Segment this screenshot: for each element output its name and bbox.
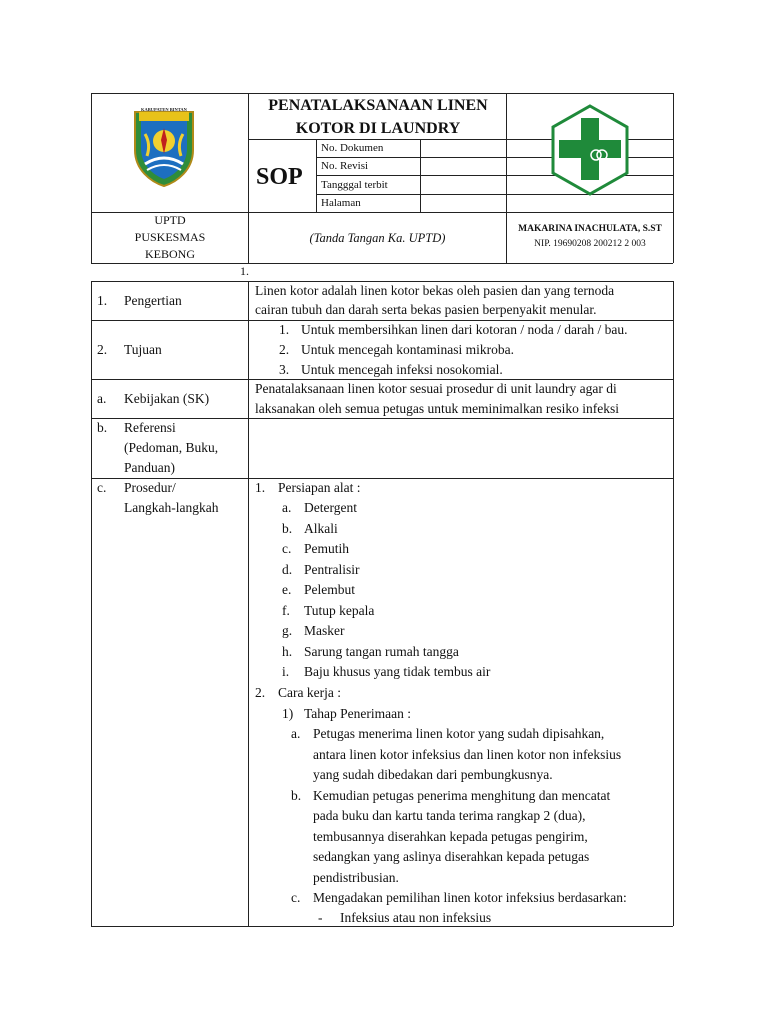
row-num-referensi: b. [97,420,108,435]
alat-num: h. [282,644,293,659]
step-b-num: b. [291,788,302,803]
step-c-num: c. [291,890,301,905]
step-c-sub-bullet: - [318,910,323,925]
signer-nip: NIP. 19690208 200212 2 003 [534,239,646,249]
label-prosedur-2: Langkah-langkah [124,500,219,515]
org-line3: KEBONG [145,247,195,261]
label-referensi-2: (Pedoman, Buku, [124,440,219,455]
alat-item: Detergent [304,500,357,515]
sop-label: SOP [256,164,303,190]
alat-num: c. [282,541,292,556]
step-a-line: antara linen kotor infeksius dan linen kotor non infeksius [313,747,622,762]
alat-item: Pemutih [304,541,350,556]
alat-num: e. [282,582,292,597]
field-no-dokumen: No. Dokumen [321,142,384,154]
row-num-kebijakan: a. [97,391,107,406]
alat-num: d. [282,562,293,577]
kebijakan-line2: laksanakan oleh semua petugas untuk meminimalkan resiko infeksi [255,401,620,416]
doc-title-line1: PENATALAKSANAAN LINEN [268,97,488,114]
kabupaten-logo [131,108,197,188]
signer-name: MAKARINA INACHULATA, S.ST [518,224,662,234]
tahap-num: 1) [282,706,294,721]
org-line2: PUSKESMAS [134,230,206,244]
pengertian-line2: cairan tubuh dan darah serta bekas pasien berpenyakit menular. [255,302,597,317]
doc-title-line2: KOTOR DI LAUNDRY [295,120,461,137]
tujuan-item-num: 2. [279,342,290,357]
alat-item: Tutup kepala [304,603,375,618]
stray-number: 1. [240,264,249,278]
alat-item: Alkali [304,521,338,536]
field-no-revisi: No. Revisi [321,160,369,172]
org-line1: UPTD [154,213,186,227]
step-c-sub-text: Infeksius atau non infeksius [340,910,492,925]
step-a-num: a. [291,726,301,741]
tujuan-item-text: Untuk mencegah infeksi nosokomial. [301,362,503,377]
step-b-line: tembusannya diserahkan kepada petugas pengirim, [313,829,588,844]
persiapan-title: Persiapan alat : [278,480,361,495]
label-tujuan: Tujuan [124,342,162,357]
step-a-line: yang sudah dibedakan dari pembungkusnya. [313,767,553,782]
tujuan-item-num: 3. [279,362,290,377]
alat-num: b. [282,521,293,536]
alat-item: Sarung tangan rumah tangga [304,644,459,659]
logo-banner-text: KABUPATEN BINTAN [141,107,187,112]
cara-title: Cara kerja : [278,685,341,700]
label-kebijakan: Kebijakan (SK) [124,391,210,406]
row-num-tujuan: 2. [97,342,108,357]
tujuan-item-text: Untuk membersihkan linen dari kotoran / noda / darah / bau. [301,322,628,337]
step-b-line: sedangkan yang aslinya diserahkan kepada petugas [313,849,590,864]
persiapan-num: 1. [255,480,266,495]
alat-num: g. [282,623,293,638]
label-referensi-3: Panduan) [124,460,175,475]
alat-num: a. [282,500,292,515]
pengertian-line1: Linen kotor adalah linen kotor bekas oleh pasien dan yang ternoda [255,283,615,298]
label-referensi-1: Referensi [124,420,176,435]
label-pengertian: Pengertian [124,293,182,308]
step-a-line: Petugas menerima linen kotor yang sudah dipisahkan, [313,726,605,741]
tujuan-item-num: 1. [279,322,290,337]
field-halaman: Halaman [321,197,361,209]
cara-num: 2. [255,685,266,700]
tujuan-item-text: Untuk mencegah kontaminasi mikroba. [301,342,514,357]
alat-item: Masker [304,623,345,638]
alat-item: Pentralisir [304,562,360,577]
alat-num: f. [282,603,290,618]
step-b-line: pada buku dan kartu tanda terima rangkap 2 (dua), [313,808,586,823]
alat-num: i. [282,664,290,679]
row-num-pengertian: 1. [97,293,108,308]
kebijakan-line1: Penatalaksanaan linen kotor sesuai prosedur di unit laundry agar di [255,381,617,396]
signature-placeholder: (Tanda Tangan Ka. UPTD) [309,231,446,245]
step-b-line: pendistribusian. [313,870,399,885]
step-c-text: Mengadakan pemilihan linen kotor infeksius berdasarkan: [313,890,627,905]
puskesmas-logo [551,104,629,196]
label-prosedur-1: Prosedur/ [124,480,176,495]
row-num-prosedur: c. [97,480,107,495]
tahap-title: Tahap Penerimaan : [304,706,412,721]
alat-item: Pelembut [304,582,355,597]
step-b-line: Kemudian petugas penerima menghitung dan mencatat [313,788,611,803]
alat-item: Baju khusus yang tidak tembus air [304,664,491,679]
field-tanggal-terbit: Tangggal terbit [321,179,388,191]
